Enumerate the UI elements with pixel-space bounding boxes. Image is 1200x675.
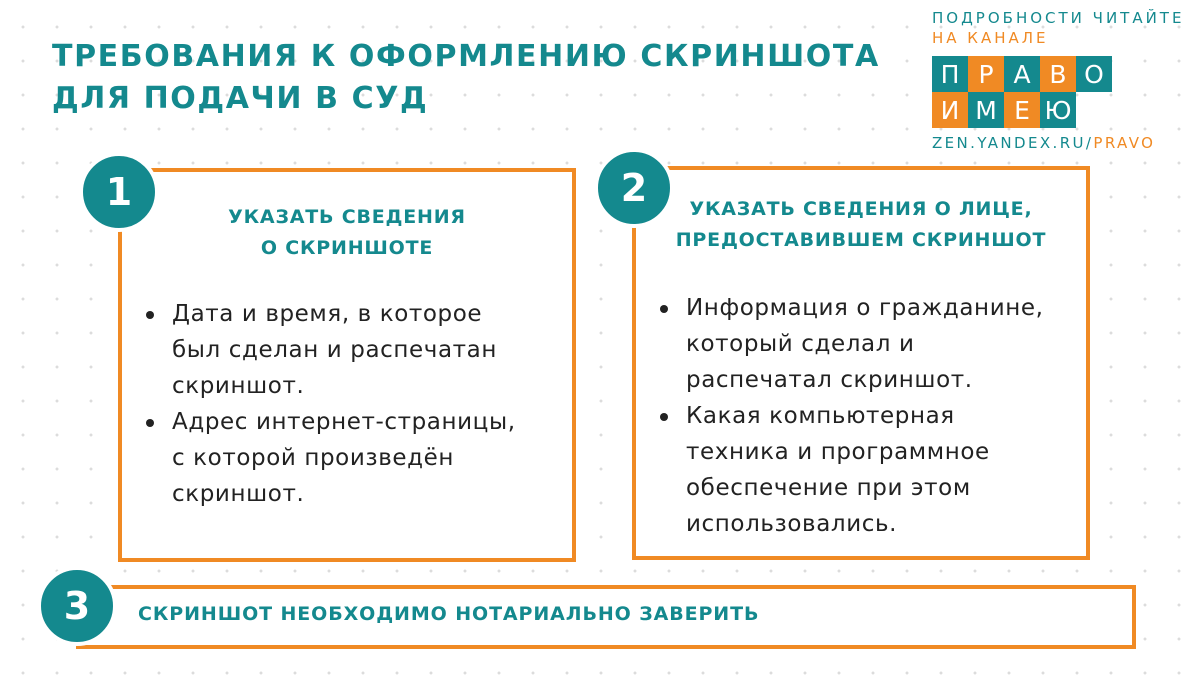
- card-2-heading: [636, 194, 1086, 256]
- brand-url[interactable]: [932, 134, 1194, 152]
- list-item-line: обеспечение при этом: [686, 475, 971, 501]
- list-item-line: использовались.: [686, 511, 898, 537]
- logo-letter: Е: [1004, 92, 1040, 128]
- list-item-line: который сделал и: [686, 331, 915, 357]
- list-item: [686, 398, 1086, 542]
- requirement-card-1: [118, 168, 576, 562]
- list-item-line: с которой произведён: [172, 445, 455, 471]
- page-title-line-1: ТРЕБОВАНИЯ К ОФОРМЛЕНИЮ СКРИНШОТА: [52, 39, 880, 74]
- brand-url-path: PRAVO: [1093, 134, 1156, 152]
- list-item-line: был сделан и распечатан: [172, 337, 497, 363]
- card-2-heading-line: ПРЕДОСТАВИВШЕМ СКРИНШОТ: [675, 229, 1047, 251]
- brand-url-separator: /: [1085, 134, 1094, 152]
- brand-tagline-2: НА КАНАЛЕ: [932, 29, 1049, 47]
- logo-row-2: [932, 92, 1194, 128]
- logo-letter: П: [932, 56, 968, 92]
- list-item-line: Дата и время, в которое: [172, 301, 483, 327]
- number-badge-1: 1: [79, 152, 159, 232]
- bullet-dot-icon: [660, 305, 668, 313]
- logo-letter: И: [932, 92, 968, 128]
- list-item-line: скриншот.: [172, 481, 305, 507]
- logo-row-1: [932, 56, 1194, 92]
- page-title: [52, 36, 880, 120]
- card-3-text: СКРИНШОТ НЕОБХОДИМО НОТАРИАЛЬНО ЗАВЕРИТЬ: [138, 603, 760, 625]
- logo-letter: В: [1040, 56, 1076, 92]
- list-item-line: техника и программное: [686, 439, 990, 465]
- card-1-heading-line: УКАЗАТЬ СВЕДЕНИЯ: [228, 206, 466, 228]
- list-item-line: Адрес интернет-страницы,: [172, 409, 516, 435]
- brand-block: [932, 8, 1194, 152]
- card-1-heading: [122, 202, 572, 264]
- logo-letter: Р: [968, 56, 1004, 92]
- list-item: [172, 296, 572, 404]
- list-item-line: Какая компьютерная: [686, 403, 955, 429]
- list-item: [172, 404, 572, 512]
- requirement-card-3: [76, 585, 1136, 649]
- list-item-line: распечатал скриншот.: [686, 367, 973, 393]
- list-item-line: скриншот.: [172, 373, 305, 399]
- requirement-card-2: [632, 166, 1090, 560]
- card-2-bullet-list: [686, 290, 1086, 542]
- brand-tagline-1: ПОДРОБНОСТИ ЧИТАЙТЕ: [932, 9, 1185, 27]
- logo-letter: Ю: [1040, 92, 1076, 128]
- list-item-line: Информация о гражданине,: [686, 295, 1044, 321]
- brand-url-domain: ZEN.YANDEX.RU: [932, 134, 1086, 152]
- card-1-heading-line: О СКРИНШОТЕ: [260, 237, 434, 259]
- logo-letter: А: [1004, 56, 1040, 92]
- number-badge-3: 3: [37, 566, 117, 646]
- logo-letter: О: [1076, 56, 1112, 92]
- card-2-heading-line: УКАЗАТЬ СВЕДЕНИЯ О ЛИЦЕ,: [689, 198, 1033, 220]
- number-badge-2: 2: [594, 148, 674, 228]
- bullet-dot-icon: [660, 413, 668, 421]
- bullet-dot-icon: [146, 419, 154, 427]
- bullet-dot-icon: [146, 311, 154, 319]
- card-1-bullet-list: [172, 296, 572, 512]
- logo-letter: М: [968, 92, 1004, 128]
- list-item: [686, 290, 1086, 398]
- page-title-line-2: ДЛЯ ПОДАЧИ В СУД: [52, 81, 429, 116]
